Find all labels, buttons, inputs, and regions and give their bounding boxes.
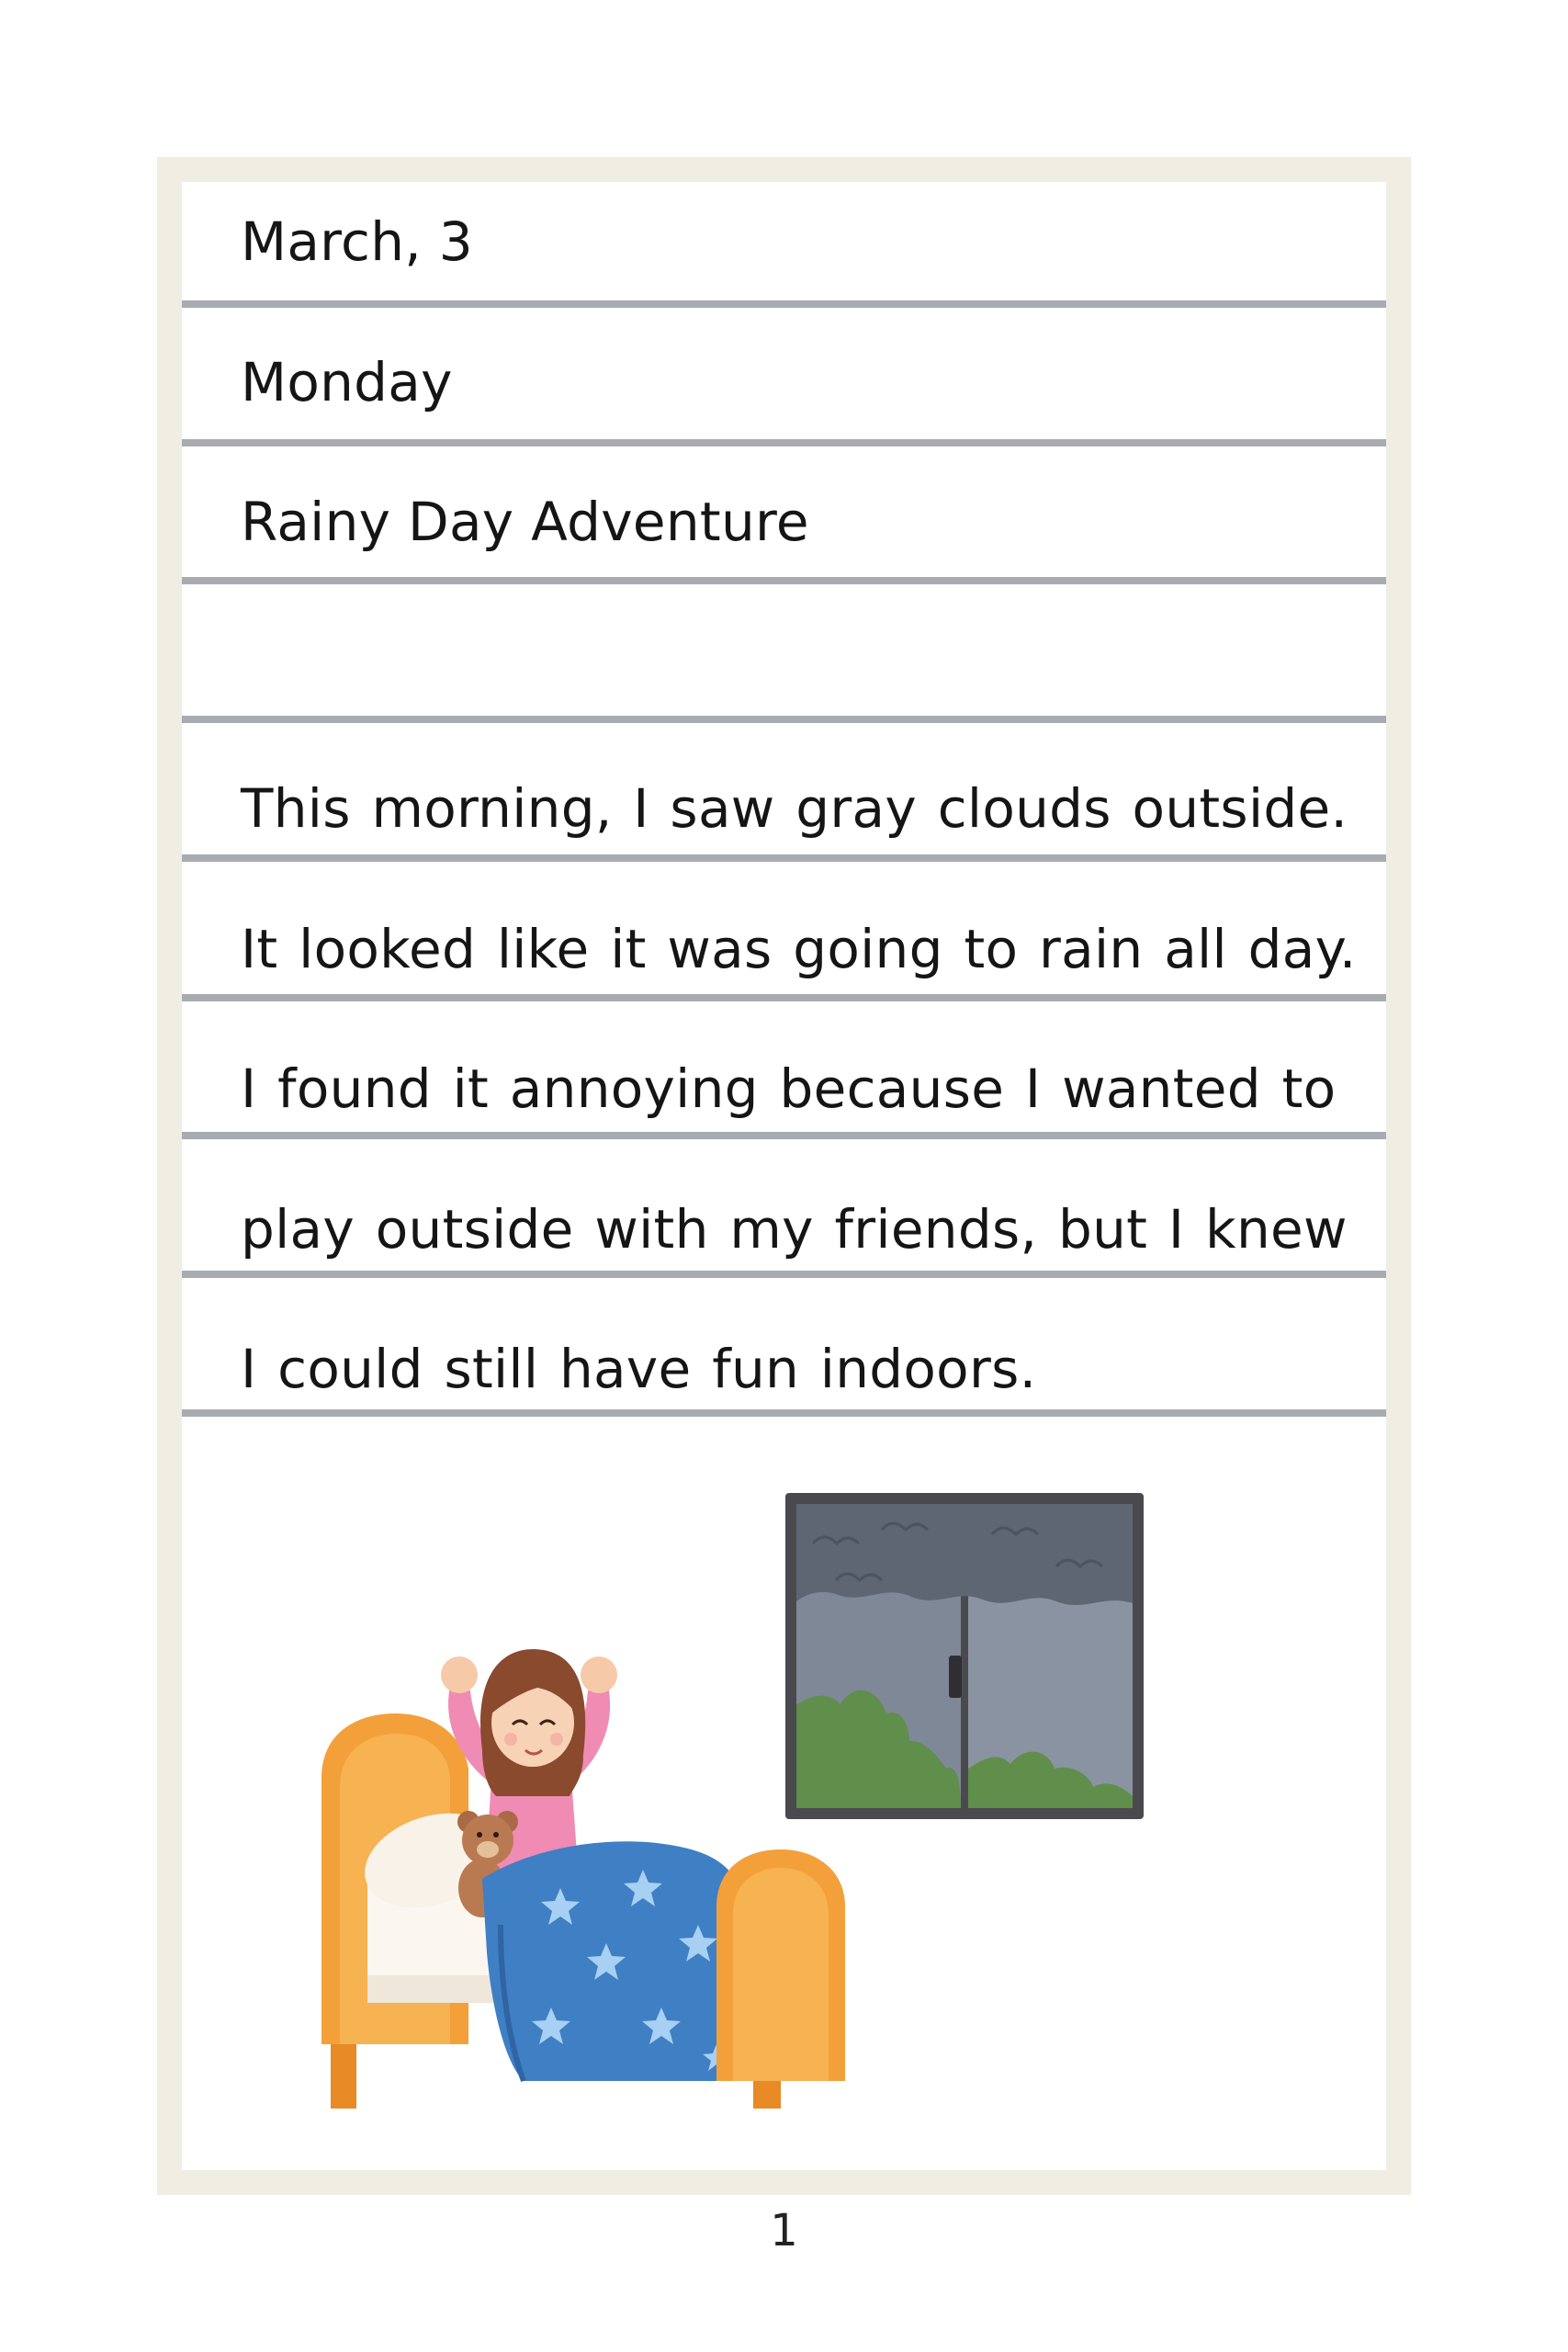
entry-title: Rainy Day Adventure: [241, 491, 809, 553]
entry-line: I found it annoying because I wanted to: [241, 1057, 1337, 1120]
ruled-line: [182, 854, 1386, 862]
star-blanket: [482, 1841, 744, 2081]
entry-weekday: Monday: [241, 351, 453, 413]
entry-line: It looked like it was going to rain all day.: [241, 918, 1357, 980]
ruled-line: [182, 1409, 1386, 1417]
rainy-window: [785, 1493, 1144, 1819]
ruled-line: [182, 1271, 1386, 1278]
footboard: [716, 1849, 845, 2081]
page-number: 1: [770, 2205, 798, 2256]
ruled-line: [182, 994, 1386, 1001]
ruled-line: [182, 439, 1386, 447]
ruled-line: [182, 577, 1386, 584]
entry-line: play outside with my friends, but I knew: [241, 1198, 1348, 1261]
bedroom-illustration: [312, 1493, 1157, 2109]
entry-line: I could still have fun indoors.: [241, 1338, 1037, 1400]
ruled-line: [182, 1132, 1386, 1139]
ruled-line: [182, 716, 1386, 723]
ruled-line: [182, 300, 1386, 308]
entry-date: March, 3: [241, 210, 473, 273]
entry-line: This morning, I saw gray clouds outside.: [241, 777, 1348, 840]
